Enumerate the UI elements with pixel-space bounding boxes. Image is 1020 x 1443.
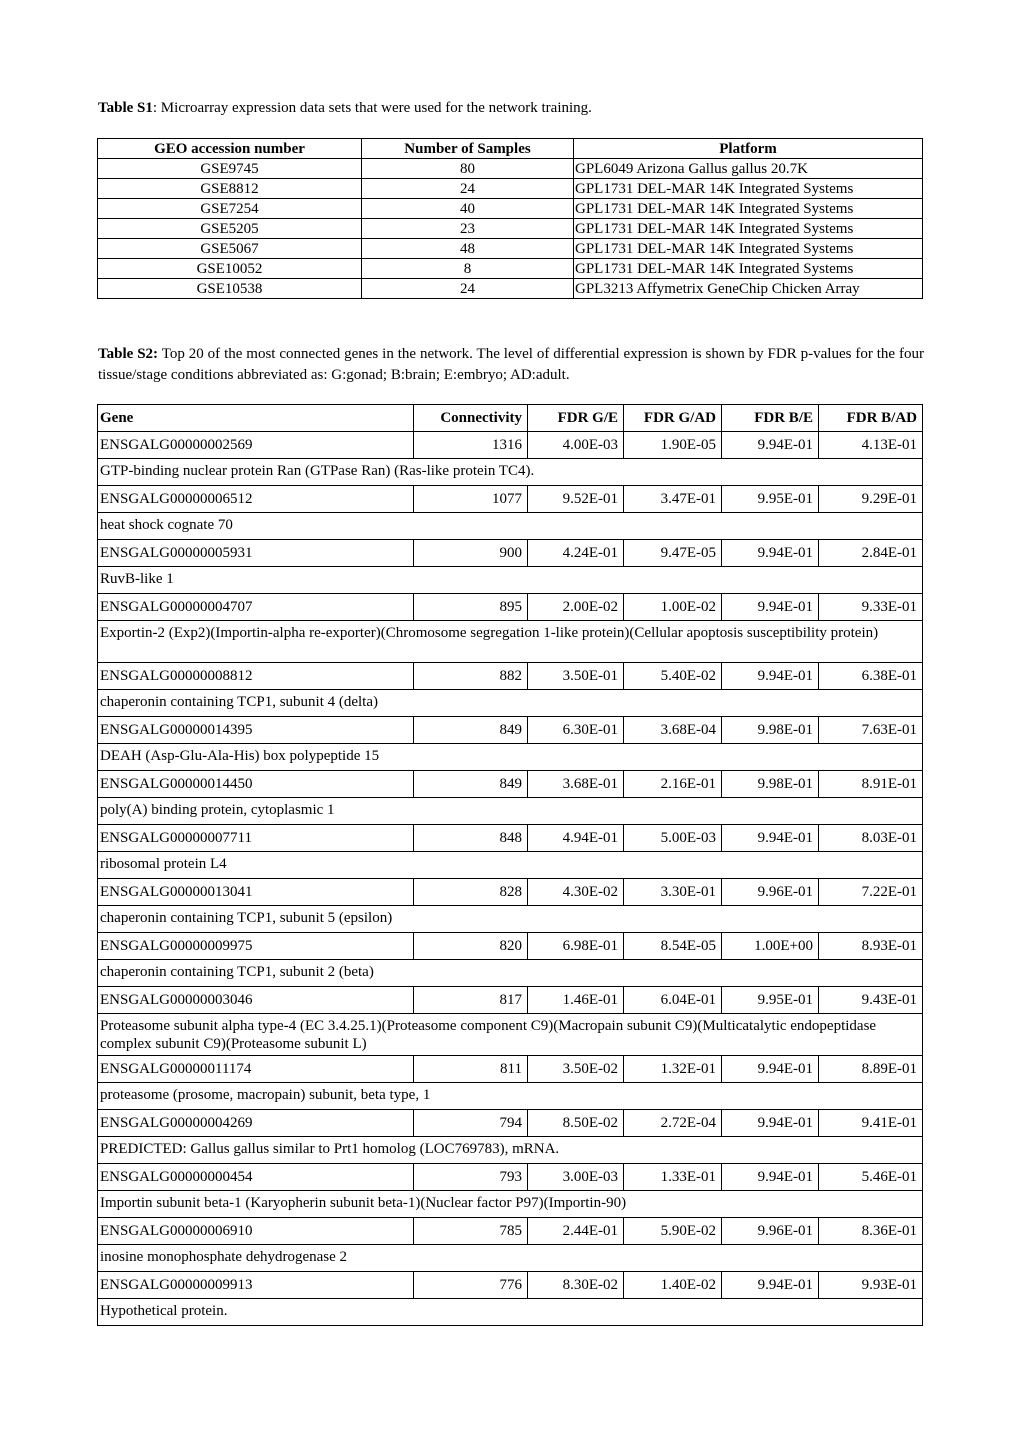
fdr-gad-cell: 3.68E-04 xyxy=(624,717,722,744)
fdr-bad-cell: 8.91E-01 xyxy=(819,771,923,798)
gene-row xyxy=(98,825,923,852)
fdr-be-cell: 9.94E-01 xyxy=(722,1272,819,1299)
fdr-be-cell: 1.00E+00 xyxy=(722,933,819,960)
platform-cell: GPL6049 Arizona Gallus gallus 20.7K xyxy=(574,159,923,179)
fdr-ge-cell: 8.30E-02 xyxy=(528,1272,624,1299)
gene-cell: ENSGALG00000003046 xyxy=(98,987,414,1014)
gene-row xyxy=(98,717,923,744)
table-s2 xyxy=(97,404,923,1326)
table-s1-caption-text: : Microarray expression data sets that were used for the network training. xyxy=(152,100,592,116)
table-row xyxy=(98,159,923,179)
fdr-gad-cell: 6.04E-01 xyxy=(624,987,722,1014)
gene-cell: ENSGALG00000008812 xyxy=(98,663,414,690)
fdr-gad-cell: 5.40E-02 xyxy=(624,663,722,690)
fdr-bad-cell: 8.93E-01 xyxy=(819,933,923,960)
column-header: FDR G/E xyxy=(528,405,624,432)
connectivity-cell: 811 xyxy=(414,1056,528,1083)
geo-accession-cell: GSE10538 xyxy=(98,279,362,299)
sample-count-cell: 48 xyxy=(362,239,574,259)
table-s1-header-row xyxy=(98,139,923,159)
table-s1 xyxy=(97,138,923,299)
fdr-ge-cell: 4.30E-02 xyxy=(528,879,624,906)
gene-description-row xyxy=(98,513,923,540)
connectivity-cell: 794 xyxy=(414,1110,528,1137)
gene-row xyxy=(98,1164,923,1191)
connectivity-cell: 817 xyxy=(414,987,528,1014)
fdr-bad-cell: 8.89E-01 xyxy=(819,1056,923,1083)
connectivity-cell: 820 xyxy=(414,933,528,960)
gene-cell: ENSGALG00000006512 xyxy=(98,486,414,513)
gene-row xyxy=(98,879,923,906)
column-header: FDR B/AD xyxy=(819,405,923,432)
column-header: GEO accession number xyxy=(98,139,362,159)
fdr-ge-cell: 1.46E-01 xyxy=(528,987,624,1014)
fdr-be-cell: 9.94E-01 xyxy=(722,594,819,621)
gene-description-cell: chaperonin containing TCP1, subunit 4 (delta) xyxy=(98,690,923,717)
fdr-be-cell: 9.98E-01 xyxy=(722,717,819,744)
connectivity-cell: 793 xyxy=(414,1164,528,1191)
geo-accession-cell: GSE5205 xyxy=(98,219,362,239)
geo-accession-cell: GSE7254 xyxy=(98,199,362,219)
connectivity-cell: 900 xyxy=(414,540,528,567)
geo-accession-cell: GSE8812 xyxy=(98,179,362,199)
fdr-ge-cell: 9.52E-01 xyxy=(528,486,624,513)
gene-row xyxy=(98,933,923,960)
connectivity-cell: 776 xyxy=(414,1272,528,1299)
gene-description-row xyxy=(98,960,923,987)
fdr-be-cell: 9.94E-01 xyxy=(722,1110,819,1137)
fdr-be-cell: 9.94E-01 xyxy=(722,1056,819,1083)
fdr-bad-cell: 9.93E-01 xyxy=(819,1272,923,1299)
gene-description-cell: RuvB-like 1 xyxy=(98,567,923,594)
connectivity-cell: 895 xyxy=(414,594,528,621)
gene-row xyxy=(98,1056,923,1083)
fdr-gad-cell: 1.40E-02 xyxy=(624,1272,722,1299)
geo-accession-cell: GSE10052 xyxy=(98,259,362,279)
gene-cell: ENSGALG00000009913 xyxy=(98,1272,414,1299)
column-header: Connectivity xyxy=(414,405,528,432)
gene-description-cell: poly(A) binding protein, cytoplasmic 1 xyxy=(98,798,923,825)
table-row xyxy=(98,279,923,299)
gene-description-row xyxy=(98,852,923,879)
fdr-gad-cell: 1.33E-01 xyxy=(624,1164,722,1191)
fdr-ge-cell: 3.00E-03 xyxy=(528,1164,624,1191)
fdr-gad-cell: 3.47E-01 xyxy=(624,486,722,513)
connectivity-cell: 882 xyxy=(414,663,528,690)
connectivity-cell: 1077 xyxy=(414,486,528,513)
gene-cell: ENSGALG00000011174 xyxy=(98,1056,414,1083)
fdr-bad-cell: 9.33E-01 xyxy=(819,594,923,621)
connectivity-cell: 1316 xyxy=(414,432,528,459)
fdr-be-cell: 9.94E-01 xyxy=(722,1164,819,1191)
sample-count-cell: 80 xyxy=(362,159,574,179)
fdr-be-cell: 9.94E-01 xyxy=(722,663,819,690)
fdr-bad-cell: 7.63E-01 xyxy=(819,717,923,744)
gene-description-cell: ribosomal protein L4 xyxy=(98,852,923,879)
table-s1-label: Table S1 xyxy=(98,100,153,116)
gene-row xyxy=(98,432,923,459)
gene-description-row xyxy=(98,459,923,486)
fdr-gad-cell: 1.32E-01 xyxy=(624,1056,722,1083)
gene-row xyxy=(98,540,923,567)
gene-row xyxy=(98,1110,923,1137)
fdr-be-cell: 9.98E-01 xyxy=(722,771,819,798)
gene-description-row xyxy=(98,1014,923,1056)
gene-row xyxy=(98,486,923,513)
fdr-ge-cell: 3.50E-02 xyxy=(528,1056,624,1083)
gene-row xyxy=(98,1218,923,1245)
platform-cell: GPL1731 DEL-MAR 14K Integrated Systems xyxy=(574,179,923,199)
table-row xyxy=(98,259,923,279)
column-header: Number of Samples xyxy=(362,139,574,159)
platform-cell: GPL1731 DEL-MAR 14K Integrated Systems xyxy=(574,219,923,239)
table-s1-caption xyxy=(98,98,924,119)
fdr-gad-cell: 1.90E-05 xyxy=(624,432,722,459)
gene-cell: ENSGALG00000014450 xyxy=(98,771,414,798)
fdr-ge-cell: 4.24E-01 xyxy=(528,540,624,567)
table-s2-caption xyxy=(98,344,924,386)
gene-description-row xyxy=(98,798,923,825)
platform-cell: GPL1731 DEL-MAR 14K Integrated Systems xyxy=(574,259,923,279)
platform-cell: GPL3213 Affymetrix GeneChip Chicken Array xyxy=(574,279,923,299)
fdr-ge-cell: 6.30E-01 xyxy=(528,717,624,744)
fdr-gad-cell: 2.72E-04 xyxy=(624,1110,722,1137)
fdr-gad-cell: 5.90E-02 xyxy=(624,1218,722,1245)
gene-description-cell: Exportin-2 (Exp2)(Importin-alpha re-exporter)(Chromosome segregation 1-like protein)(Cellular apoptosis susceptibility protein) xyxy=(98,621,923,663)
fdr-bad-cell: 9.43E-01 xyxy=(819,987,923,1014)
table-s2-header-row xyxy=(98,405,923,432)
geo-accession-cell: GSE5067 xyxy=(98,239,362,259)
column-header: Platform xyxy=(574,139,923,159)
gene-description-row xyxy=(98,567,923,594)
gene-cell: ENSGALG00000000454 xyxy=(98,1164,414,1191)
connectivity-cell: 848 xyxy=(414,825,528,852)
gene-row xyxy=(98,771,923,798)
fdr-ge-cell: 2.00E-02 xyxy=(528,594,624,621)
connectivity-cell: 849 xyxy=(414,717,528,744)
fdr-bad-cell: 9.29E-01 xyxy=(819,486,923,513)
gene-description-cell: proteasome (prosome, macropain) subunit, beta type, 1 xyxy=(98,1083,923,1110)
gene-description-row xyxy=(98,621,923,663)
fdr-gad-cell: 2.16E-01 xyxy=(624,771,722,798)
fdr-bad-cell: 8.36E-01 xyxy=(819,1218,923,1245)
table-row xyxy=(98,219,923,239)
table-row xyxy=(98,179,923,199)
gene-description-cell: chaperonin containing TCP1, subunit 2 (beta) xyxy=(98,960,923,987)
gene-description-row xyxy=(98,906,923,933)
fdr-ge-cell: 4.00E-03 xyxy=(528,432,624,459)
connectivity-cell: 849 xyxy=(414,771,528,798)
gene-cell: ENSGALG00000009975 xyxy=(98,933,414,960)
fdr-ge-cell: 2.44E-01 xyxy=(528,1218,624,1245)
table-s2-caption-text: Top 20 of the most connected genes in the network. The level of differential expression is shown by FDR p-values for the four tissue/stage conditions abbreviated as: G:gonad; B:brain; E:embryo; AD:adult. xyxy=(98,346,924,383)
gene-cell: ENSGALG00000004707 xyxy=(98,594,414,621)
fdr-ge-cell: 4.94E-01 xyxy=(528,825,624,852)
gene-description-cell: PREDICTED: Gallus gallus similar to Prt1 homolog (LOC769783), mRNA. xyxy=(98,1137,923,1164)
fdr-ge-cell: 3.68E-01 xyxy=(528,771,624,798)
gene-description-cell: inosine monophosphate dehydrogenase 2 xyxy=(98,1245,923,1272)
gene-description-cell: GTP-binding nuclear protein Ran (GTPase Ran) (Ras-like protein TC4). xyxy=(98,459,923,486)
connectivity-cell: 828 xyxy=(414,879,528,906)
sample-count-cell: 40 xyxy=(362,199,574,219)
fdr-be-cell: 9.96E-01 xyxy=(722,1218,819,1245)
platform-cell: GPL1731 DEL-MAR 14K Integrated Systems xyxy=(574,199,923,219)
gene-description-cell: Hypothetical protein. xyxy=(98,1299,923,1326)
sample-count-cell: 23 xyxy=(362,219,574,239)
platform-cell: GPL1731 DEL-MAR 14K Integrated Systems xyxy=(574,239,923,259)
gene-description-cell: chaperonin containing TCP1, subunit 5 (epsilon) xyxy=(98,906,923,933)
column-header: FDR G/AD xyxy=(624,405,722,432)
fdr-ge-cell: 8.50E-02 xyxy=(528,1110,624,1137)
fdr-be-cell: 9.95E-01 xyxy=(722,987,819,1014)
gene-description-cell: Proteasome subunit alpha type-4 (EC 3.4.25.1)(Proteasome component C9)(Macropain subunit C9)(Multicatalytic endopeptidase complex subunit C9)(Proteasome subunit L) xyxy=(98,1014,923,1056)
fdr-bad-cell: 9.41E-01 xyxy=(819,1110,923,1137)
fdr-be-cell: 9.94E-01 xyxy=(722,432,819,459)
fdr-bad-cell: 7.22E-01 xyxy=(819,879,923,906)
fdr-bad-cell: 5.46E-01 xyxy=(819,1164,923,1191)
fdr-gad-cell: 5.00E-03 xyxy=(624,825,722,852)
gene-description-row xyxy=(98,1137,923,1164)
column-header: FDR B/E xyxy=(722,405,819,432)
gene-row xyxy=(98,663,923,690)
gene-description-cell: heat shock cognate 70 xyxy=(98,513,923,540)
table-s2-label: Table S2: xyxy=(98,346,159,362)
fdr-gad-cell: 8.54E-05 xyxy=(624,933,722,960)
fdr-ge-cell: 6.98E-01 xyxy=(528,933,624,960)
gene-row xyxy=(98,594,923,621)
fdr-bad-cell: 6.38E-01 xyxy=(819,663,923,690)
gene-description-row xyxy=(98,1245,923,1272)
gene-cell: ENSGALG00000004269 xyxy=(98,1110,414,1137)
gene-description-cell: Importin subunit beta-1 (Karyopherin subunit beta-1)(Nuclear factor P97)(Importin-90) xyxy=(98,1191,923,1218)
sample-count-cell: 8 xyxy=(362,259,574,279)
fdr-bad-cell: 2.84E-01 xyxy=(819,540,923,567)
gene-cell: ENSGALG00000007711 xyxy=(98,825,414,852)
gene-row xyxy=(98,987,923,1014)
column-header: Gene xyxy=(98,405,414,432)
fdr-gad-cell: 3.30E-01 xyxy=(624,879,722,906)
fdr-gad-cell: 9.47E-05 xyxy=(624,540,722,567)
gene-description-row xyxy=(98,1083,923,1110)
table-row xyxy=(98,199,923,219)
connectivity-cell: 785 xyxy=(414,1218,528,1245)
fdr-bad-cell: 8.03E-01 xyxy=(819,825,923,852)
fdr-be-cell: 9.95E-01 xyxy=(722,486,819,513)
sample-count-cell: 24 xyxy=(362,179,574,199)
gene-cell: ENSGALG00000005931 xyxy=(98,540,414,567)
fdr-be-cell: 9.96E-01 xyxy=(722,879,819,906)
fdr-gad-cell: 1.00E-02 xyxy=(624,594,722,621)
table-row xyxy=(98,239,923,259)
gene-description-row xyxy=(98,1299,923,1326)
gene-row xyxy=(98,1272,923,1299)
gene-description-cell: DEAH (Asp-Glu-Ala-His) box polypeptide 15 xyxy=(98,744,923,771)
fdr-be-cell: 9.94E-01 xyxy=(722,540,819,567)
geo-accession-cell: GSE9745 xyxy=(98,159,362,179)
gene-cell: ENSGALG00000014395 xyxy=(98,717,414,744)
gene-description-row xyxy=(98,744,923,771)
gene-cell: ENSGALG00000002569 xyxy=(98,432,414,459)
fdr-ge-cell: 3.50E-01 xyxy=(528,663,624,690)
gene-description-row xyxy=(98,1191,923,1218)
gene-description-row xyxy=(98,690,923,717)
fdr-bad-cell: 4.13E-01 xyxy=(819,432,923,459)
gene-cell: ENSGALG00000006910 xyxy=(98,1218,414,1245)
gene-cell: ENSGALG00000013041 xyxy=(98,879,414,906)
sample-count-cell: 24 xyxy=(362,279,574,299)
fdr-be-cell: 9.94E-01 xyxy=(722,825,819,852)
